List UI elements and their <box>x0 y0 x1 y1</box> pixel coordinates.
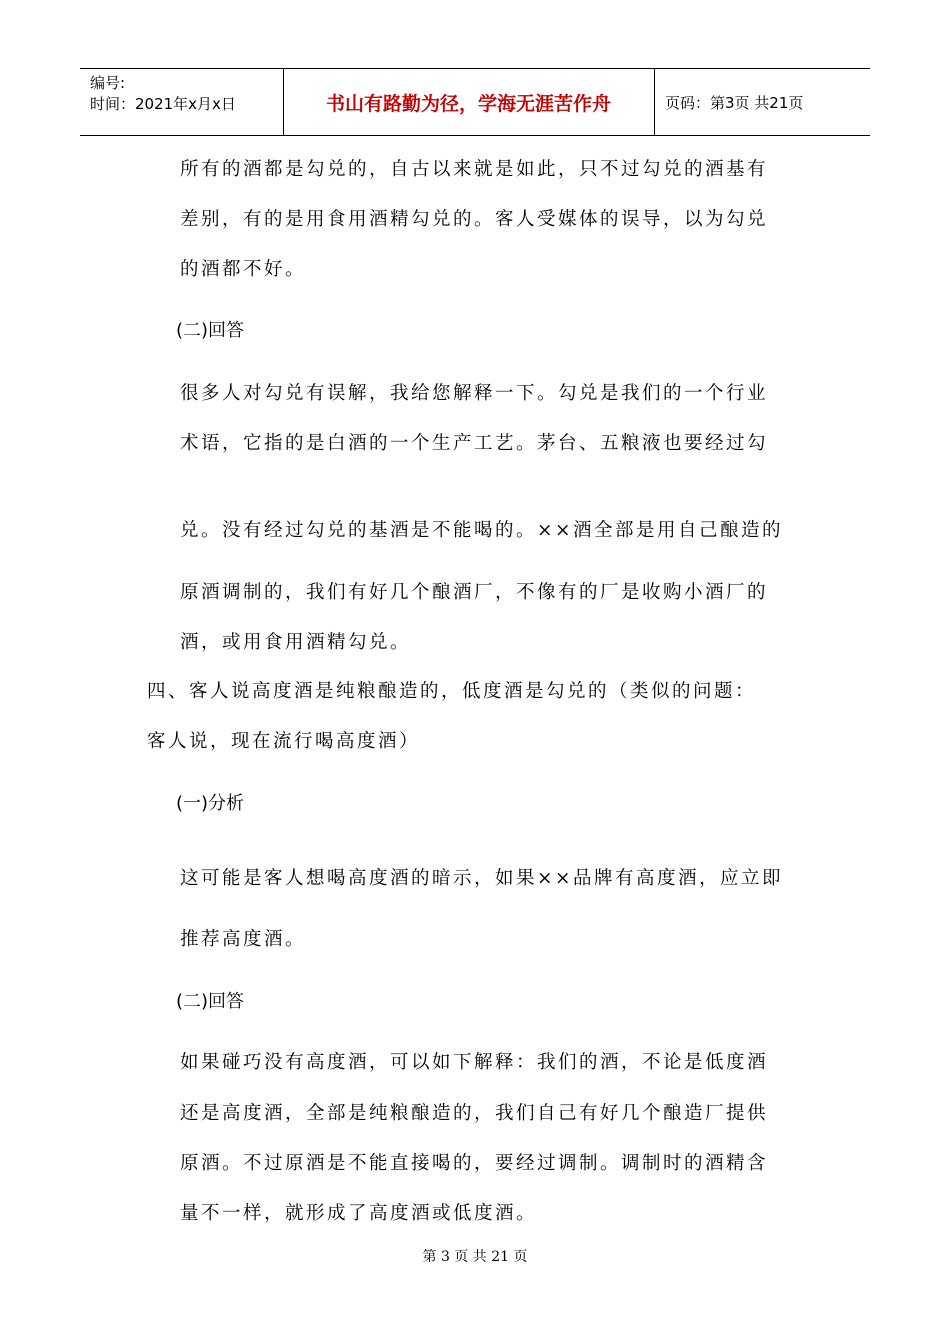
body-line: 的酒都不好。 <box>180 259 307 280</box>
body-line: 推荐高度酒。 <box>180 929 307 950</box>
section-heading-analysis: (一)分析 <box>176 793 245 814</box>
body-line: 原酒调制的，我们有好几个酿酒厂，不像有的厂是收购小酒厂的 <box>180 582 769 603</box>
header-page-info: 页码：第3页 共21页 <box>665 93 804 112</box>
body-line: 这可能是客人想喝高度酒的暗示，如果××品牌有高度酒，应立即 <box>180 868 784 889</box>
page-footer: 第 3 页 共 21 页 <box>422 1249 528 1265</box>
body-line: 还是高度酒，全部是纯粮酿造的，我们自己有好几个酿造厂提供 <box>180 1103 769 1124</box>
page-header <box>80 68 870 136</box>
body-line: 酒，或用食用酒精勾兑。 <box>180 632 412 653</box>
body-line: 术语，它指的是白酒的一个生产工艺。茅台、五粮液也要经过勾 <box>180 433 769 454</box>
date-label: 时间：2021年x月x日 <box>90 95 236 113</box>
header-motto: 书山有路勤为径，学海无涯苦作舟 <box>325 92 611 115</box>
header-meta <box>90 73 236 115</box>
section-heading-answer: (二)回答 <box>176 320 245 341</box>
body-line: 差别，有的是用食用酒精勾兑的。客人受媒体的误导，以为勾兑 <box>180 209 769 230</box>
body-line: 很多人对勾兑有误解，我给您解释一下。勾兑是我们的一个行业 <box>180 383 769 404</box>
serial-number-label: 编号: <box>90 74 126 92</box>
body-line: 所有的酒都是勾兑的，自古以来就是如此，只不过勾兑的酒基有 <box>180 159 769 180</box>
body-line: 兑。没有经过勾兑的基酒是不能喝的。××酒全部是用自己酿造的 <box>180 520 784 541</box>
body-line: 如果碰巧没有高度酒，可以如下解释：我们的酒，不论是低度酒 <box>180 1052 769 1073</box>
body-line: 量不一样，就形成了高度酒或低度酒。 <box>180 1203 538 1224</box>
section-title-four: 四、客人说高度酒是纯粮酿造的，低度酒是勾兑的（类似的问题： <box>147 681 757 702</box>
section-title-four-cont: 客人说，现在流行喝高度酒） <box>147 731 421 752</box>
header-divider-right <box>654 69 655 135</box>
body-line: 原酒。不过原酒是不能直接喝的，要经过调制。调制时的酒精含 <box>180 1153 769 1174</box>
section-heading-answer-2: (二)回答 <box>176 991 245 1012</box>
